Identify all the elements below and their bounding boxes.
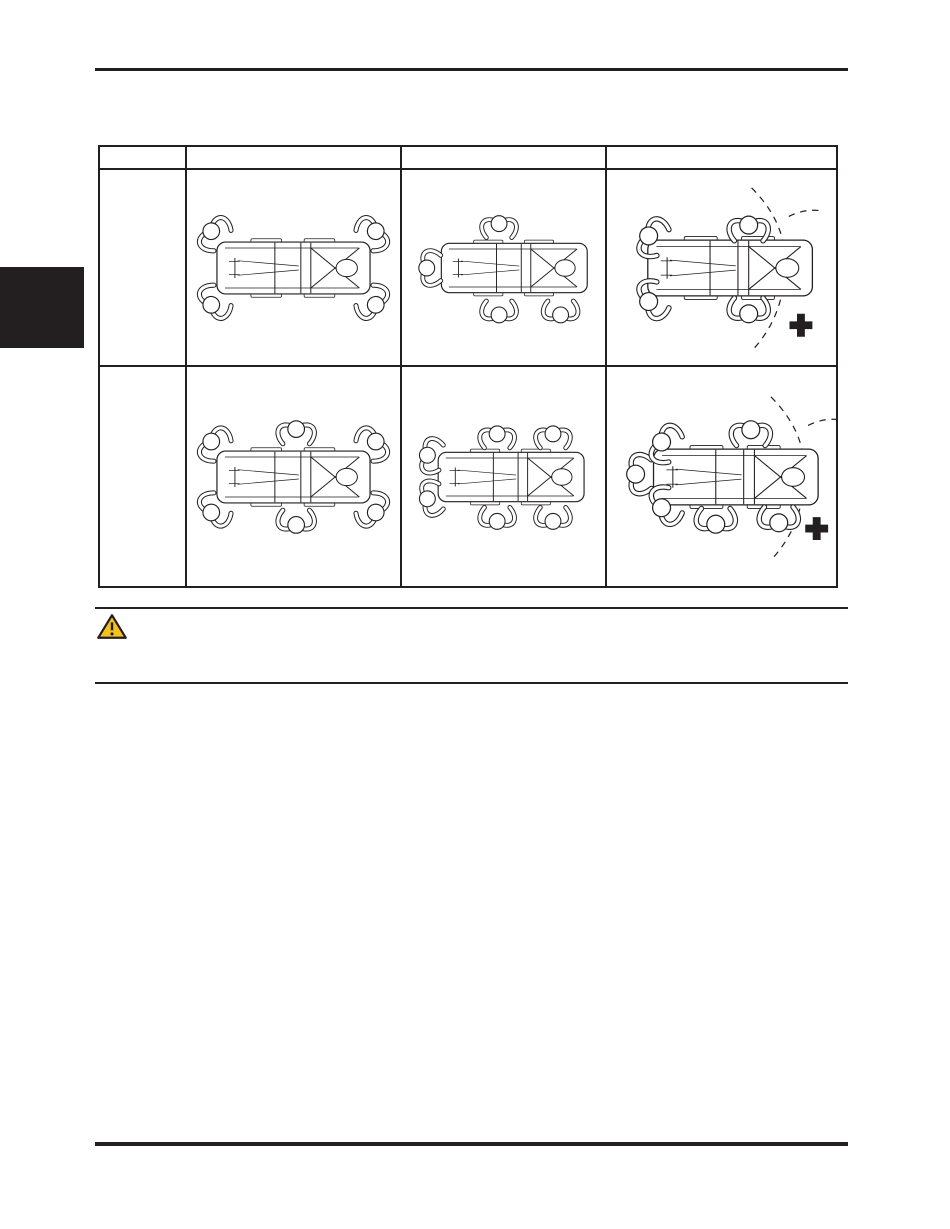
cot-top-view — [441, 240, 587, 296]
cot-top-view — [438, 449, 584, 505]
cot-load-into-ambulance-six-operators-drawing — [607, 369, 836, 585]
cot-load-into-ambulance-six-operators — [606, 366, 837, 587]
operator-figure — [543, 300, 578, 322]
operator-figure — [480, 425, 515, 447]
cot-load-into-ambulance-four-operators-drawing — [607, 172, 836, 364]
table-header-cell — [99, 146, 186, 169]
operator-figure — [627, 454, 652, 493]
warning-exclamation-dot — [110, 632, 113, 635]
thumb-index-tab — [0, 267, 84, 348]
operator-figure — [482, 300, 517, 322]
operator-figure — [696, 508, 735, 533]
operator-figure — [536, 507, 571, 529]
cot-top-view — [648, 236, 813, 299]
ambulance-cross-icon — [805, 517, 828, 540]
table-header-cell — [606, 146, 837, 169]
operator-figure — [729, 298, 768, 323]
operator-figure — [759, 507, 798, 532]
cot-carry-four-operators-side-carry — [401, 169, 606, 366]
operator-figure — [278, 510, 314, 533]
cot-carry-four-operators-end-carry-drawing — [187, 172, 400, 364]
operator-figure — [480, 507, 515, 529]
vehicle-outline-dashed — [808, 419, 836, 425]
operator-figure — [731, 420, 770, 445]
table-row — [99, 169, 837, 366]
cot-carry-six-operators-end-carry — [186, 366, 401, 587]
cot-load-into-ambulance-four-operators — [606, 169, 837, 366]
cot-carry-four-operators-end-carry — [186, 169, 401, 366]
operator-positions-table — [98, 145, 838, 588]
operator-figure — [536, 425, 571, 447]
cot-carry-six-operators-side-carry — [401, 366, 606, 587]
ambulance-cross-icon — [789, 313, 812, 336]
row-label-cell — [99, 169, 186, 366]
table-header-cell — [401, 146, 606, 169]
cot-carry-four-operators-side-carry-drawing — [402, 172, 605, 364]
operator-figure — [419, 250, 441, 285]
table-header-cell — [186, 146, 401, 169]
cot-carry-six-operators-side-carry-drawing — [402, 369, 605, 585]
warning-exclamation-mark — [111, 622, 113, 630]
table-header-row — [99, 146, 837, 169]
cot-carry-six-operators-end-carry-drawing — [187, 369, 400, 585]
table-row — [99, 366, 837, 587]
operator-figure — [278, 420, 314, 443]
footer-rule — [95, 1142, 848, 1146]
cot-top-view — [217, 447, 370, 506]
warning-triangle-icon — [97, 613, 127, 640]
vehicle-outline-dashed — [789, 210, 822, 216]
row-label-cell — [99, 366, 186, 587]
operator-figure — [482, 215, 517, 237]
warning-section-bottom-rule — [95, 682, 848, 684]
header-rule — [95, 68, 848, 71]
warning-section-top-rule — [95, 607, 848, 609]
cot-top-view — [654, 445, 819, 508]
cot-top-view — [217, 238, 370, 297]
